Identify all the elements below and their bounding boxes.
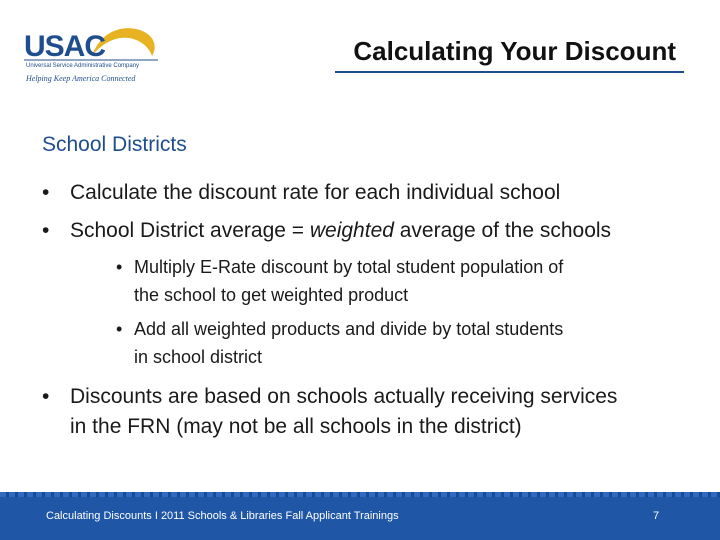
bullet-icon: • bbox=[42, 385, 50, 408]
sub-bullet-icon: • bbox=[116, 319, 123, 339]
sub-bullet-line: Multiply E-Rate discount by total student population of bbox=[134, 257, 564, 277]
bullet-text-prefix: School District average = bbox=[70, 219, 310, 242]
footer-stripe bbox=[0, 492, 720, 497]
page-number: 7 bbox=[653, 510, 660, 522]
logo-subtitle: Universal Service Administrative Company bbox=[26, 63, 140, 69]
footer-text: Calculating Discounts I 2011 Schools & Libraries Fall Applicant Trainings bbox=[46, 510, 399, 522]
bullet-text-emphasis: weighted bbox=[309, 219, 394, 242]
slide-title: Calculating Your Discount bbox=[353, 36, 676, 66]
bullet-icon: • bbox=[42, 219, 50, 242]
usac-logo bbox=[22, 22, 162, 86]
bullet-text-suffix: average of the schools bbox=[393, 219, 612, 242]
logo-tagline: Helping Keep America Connected bbox=[26, 74, 136, 83]
slide-footer bbox=[0, 492, 720, 540]
logo-wordmark: USAC bbox=[24, 30, 106, 63]
sub-bullet-line: in school district bbox=[134, 347, 263, 367]
title-underline bbox=[335, 71, 684, 73]
section-heading: School Districts bbox=[42, 133, 187, 156]
bullet-text: Discounts are based on schools actually receiving services bbox=[70, 385, 618, 408]
sub-bullet-icon: • bbox=[116, 257, 123, 277]
sub-bullet-line: the school to get weighted product bbox=[134, 285, 409, 305]
bullet-text: Calculate the discount rate for each individual school bbox=[70, 181, 561, 204]
sub-bullet-line: Add all weighted products and divide by total students bbox=[134, 319, 564, 339]
bullet-text bbox=[70, 216, 611, 246]
bullet-text: in the FRN (may not be all schools in the district) bbox=[70, 415, 522, 438]
bullet-icon: • bbox=[42, 181, 50, 204]
